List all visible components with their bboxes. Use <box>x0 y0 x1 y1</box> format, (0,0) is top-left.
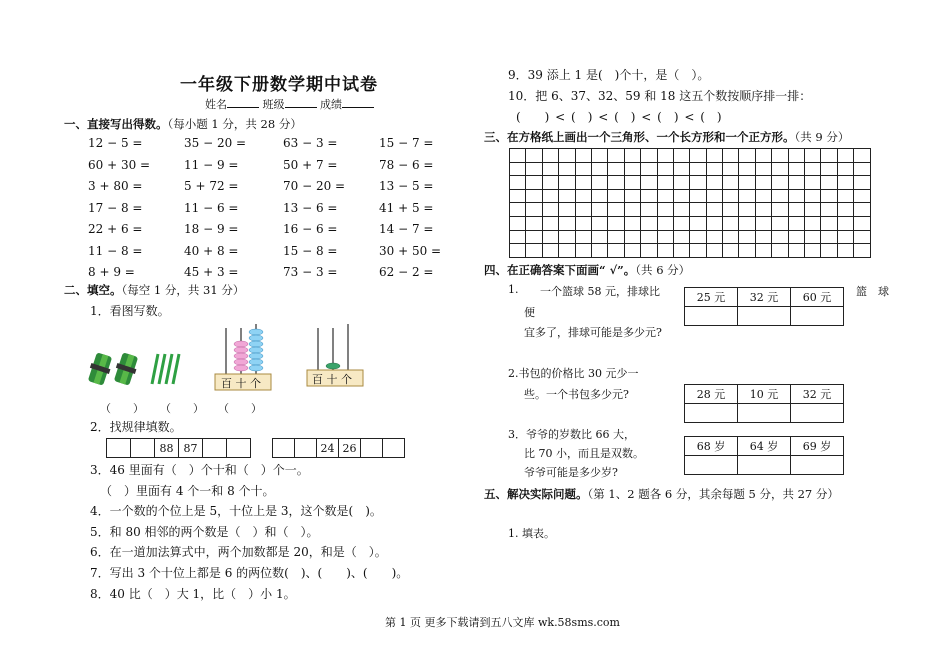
option-cell: 32 元 <box>738 288 791 307</box>
grid-cell[interactable] <box>657 230 673 244</box>
grid-cell[interactable] <box>575 244 591 258</box>
grid-cell[interactable] <box>690 203 706 217</box>
answer-check-cell[interactable] <box>685 307 738 326</box>
grid-cell[interactable] <box>739 216 755 230</box>
section-2-heading <box>64 282 244 298</box>
grid-cell[interactable] <box>624 230 640 244</box>
grid-cell[interactable] <box>608 176 624 190</box>
grid-cell[interactable] <box>755 244 771 258</box>
grid-cell[interactable] <box>837 244 853 258</box>
grid-cell[interactable] <box>788 149 804 163</box>
question-8: 8．40 比（ ）大 1，比（ ）小 1。 <box>90 587 296 601</box>
problem-1-text-3: 宜多了，排球可能是多少元? <box>524 326 662 339</box>
grid-cell[interactable] <box>591 203 607 217</box>
option-cell: 32 元 <box>791 385 844 404</box>
grid-cell[interactable] <box>608 203 624 217</box>
sequence-cell[interactable] <box>295 439 317 458</box>
grid-cell[interactable] <box>608 149 624 163</box>
grid-cell[interactable] <box>788 203 804 217</box>
class-blank[interactable] <box>285 107 317 108</box>
grid-cell[interactable] <box>772 216 788 230</box>
answer-blank[interactable]: （ ） <box>100 402 144 415</box>
grid-cell[interactable] <box>821 230 837 244</box>
calculation-item: 17 − 8 = <box>88 200 143 215</box>
grid-cell[interactable] <box>641 244 657 258</box>
grid-cell[interactable] <box>641 230 657 244</box>
grid-cell[interactable] <box>854 203 870 217</box>
calculation-item: 22 + 6 = <box>88 222 143 236</box>
question-5: 5．和 80 相邻的两个数是（ ）和（ ）。 <box>90 525 319 539</box>
grid-cell[interactable] <box>755 189 771 203</box>
grid-cell[interactable] <box>591 216 607 230</box>
grid-cell[interactable] <box>723 176 739 190</box>
grid-cell[interactable] <box>706 189 722 203</box>
single-sticks-icon <box>152 354 179 384</box>
grid-cell[interactable] <box>788 244 804 258</box>
grid-cell[interactable] <box>559 189 575 203</box>
grid-cell[interactable] <box>542 230 558 244</box>
grid-cell[interactable] <box>706 176 722 190</box>
problem-2-options <box>684 384 844 423</box>
grid-cell[interactable] <box>559 216 575 230</box>
grid-cell[interactable] <box>805 244 821 258</box>
grid-cell[interactable] <box>624 189 640 203</box>
calculation-item: 41 + 5 = <box>379 200 434 215</box>
grid-cell[interactable] <box>510 216 526 230</box>
grid-cell[interactable] <box>542 203 558 217</box>
grid-cell[interactable] <box>657 216 673 230</box>
grid-cell[interactable] <box>624 216 640 230</box>
grid-cell[interactable] <box>608 216 624 230</box>
grid-cell[interactable] <box>854 149 870 163</box>
calculation-item: 5 + 72 = <box>184 179 239 193</box>
grid-cell[interactable] <box>788 216 804 230</box>
section-3-title: 三、在方格纸上画出一个三角形、一个长方形和一个正方形。 <box>484 130 795 144</box>
calculation-item: 70 − 20 = <box>283 179 346 193</box>
grid-cell[interactable] <box>854 162 870 176</box>
grid-cell[interactable] <box>837 162 853 176</box>
grid-cell[interactable] <box>624 162 640 176</box>
option-cell: 69 岁 <box>791 437 844 456</box>
section-5-title: 五、解决实际问题。 <box>484 487 588 501</box>
calculation-item: 11 − 8 = <box>88 243 143 258</box>
grid-cell[interactable] <box>788 189 804 203</box>
grid-cell[interactable] <box>641 216 657 230</box>
calculation-item: 45 + 3 = <box>184 265 239 279</box>
grid-cell[interactable] <box>559 149 575 163</box>
grid-cell[interactable] <box>755 203 771 217</box>
grid-cell[interactable] <box>772 162 788 176</box>
grid-cell[interactable] <box>559 230 575 244</box>
option-cell: 10 元 <box>738 385 791 404</box>
section-5-heading <box>484 486 839 502</box>
section-2-note: （每空 1 分，共 31 分） <box>121 283 245 297</box>
calculation-item: 18 − 9 = <box>184 222 239 236</box>
section-3-note: （共 9 分） <box>794 130 850 144</box>
option-cell: 28 元 <box>685 385 738 404</box>
grid-cell[interactable] <box>526 216 542 230</box>
grid-cell[interactable] <box>821 189 837 203</box>
grid-cell[interactable] <box>821 176 837 190</box>
grid-cell[interactable] <box>526 162 542 176</box>
grid-cell[interactable] <box>690 149 706 163</box>
grid-cell[interactable] <box>706 230 722 244</box>
section-5-question-1: 1. 填表。 <box>508 527 555 540</box>
grid-cell[interactable] <box>591 244 607 258</box>
grid-cell[interactable] <box>591 176 607 190</box>
question-3a: 3．46 里面有（ ）个十和（ ）个一。 <box>90 463 309 477</box>
grid-cell[interactable] <box>788 230 804 244</box>
question-10-order: ( ) < ( ) < ( ) < ( ) < ( ) <box>516 110 722 124</box>
calculation-item: 13 − 6 = <box>283 200 338 215</box>
calculation-item: 13 − 5 = <box>379 179 434 193</box>
grid-cell[interactable] <box>624 176 640 190</box>
answer-check-cell[interactable] <box>685 456 738 475</box>
calculation-item: 3 + 80 = <box>88 179 143 193</box>
sequence-1-table <box>106 438 251 458</box>
bundle-icon <box>114 352 138 385</box>
grid-cell[interactable] <box>739 149 755 163</box>
sequence-cell: 24 <box>317 439 339 458</box>
option-cell: 60 元 <box>791 288 844 307</box>
grid-cell[interactable] <box>591 162 607 176</box>
grid-cell[interactable] <box>690 230 706 244</box>
sticks-bundles-picture <box>88 350 188 388</box>
grid-cell[interactable] <box>755 176 771 190</box>
problem-1-text-end: 篮 球 <box>856 285 889 298</box>
calculation-item: 62 − 2 = <box>379 265 434 279</box>
grid-cell[interactable] <box>641 176 657 190</box>
grid-cell[interactable] <box>657 162 673 176</box>
grid-cell[interactable] <box>854 244 870 258</box>
calculation-item: 35 − 20 = <box>184 136 247 150</box>
grid-cell[interactable] <box>821 162 837 176</box>
problem-3-text-2: 比 70 小，而且是双数。 <box>524 447 644 460</box>
grid-cell[interactable] <box>559 176 575 190</box>
answer-blank[interactable]: （ ） <box>160 402 204 415</box>
grid-cell[interactable] <box>657 244 673 258</box>
sequence-cell[interactable] <box>361 439 383 458</box>
option-cell: 25 元 <box>685 288 738 307</box>
grid-cell[interactable] <box>805 176 821 190</box>
grid-cell[interactable] <box>739 203 755 217</box>
grid-cell[interactable] <box>723 244 739 258</box>
bundle-icon <box>88 352 112 385</box>
grid-cell[interactable] <box>510 244 526 258</box>
calculation-item: 14 − 7 = <box>379 222 434 236</box>
calculation-item: 15 − 7 = <box>379 136 434 150</box>
answer-check-cell[interactable] <box>791 456 844 475</box>
grid-cell[interactable] <box>591 189 607 203</box>
section-1-title: 一、直接写出得数。 <box>64 117 168 131</box>
sequence-2-table <box>272 438 405 458</box>
grid-cell[interactable] <box>624 244 640 258</box>
grid-cell[interactable] <box>641 203 657 217</box>
question-4: 4．一个数的个位上是 5，十位上是 3，这个数是( )。 <box>90 504 382 518</box>
calculation-item: 40 + 8 = <box>184 243 239 258</box>
grid-cell[interactable] <box>821 216 837 230</box>
calculation-item: 16 − 6 = <box>283 222 338 236</box>
grid-cell[interactable] <box>739 244 755 258</box>
problem-2-text-2: 些。一个书包多少元? <box>524 388 629 401</box>
grid-cell[interactable] <box>510 203 526 217</box>
calculation-item: 78 − 6 = <box>379 157 434 172</box>
grid-cell[interactable] <box>837 176 853 190</box>
grid-cell[interactable] <box>673 230 689 244</box>
grid-cell[interactable] <box>510 176 526 190</box>
grid-cell[interactable] <box>673 216 689 230</box>
problem-1-text: 一个篮球 58 元，排球比 <box>540 285 660 298</box>
question-9: 9．39 添上 1 是( )个十，是（ ）。 <box>508 68 710 82</box>
grid-cell[interactable] <box>723 162 739 176</box>
calculation-item: 60 + 30 = <box>88 157 151 172</box>
abacus-2-label: 百 十 个 <box>312 373 352 386</box>
question-6: 6．在一道加法算式中，两个加数都是 20，和是（ ）。 <box>90 545 387 559</box>
answer-check-cell[interactable] <box>791 404 844 423</box>
grid-cell[interactable] <box>837 230 853 244</box>
grid-cell[interactable] <box>772 189 788 203</box>
grid-cell[interactable] <box>690 189 706 203</box>
grid-cell[interactable] <box>723 230 739 244</box>
grid-cell[interactable] <box>837 203 853 217</box>
problem-3-options <box>684 436 844 475</box>
grid-cell[interactable] <box>591 149 607 163</box>
grid-cell[interactable] <box>706 162 722 176</box>
answer-check-cell[interactable] <box>738 456 791 475</box>
grid-cell[interactable] <box>755 230 771 244</box>
grid-cell[interactable] <box>657 203 673 217</box>
grid-cell[interactable] <box>805 149 821 163</box>
name-blank[interactable] <box>227 107 259 108</box>
drawing-grid[interactable] <box>509 148 871 258</box>
grid-cell[interactable] <box>526 189 542 203</box>
grid-cell[interactable] <box>673 244 689 258</box>
sequence-cell: 87 <box>179 439 203 458</box>
grid-cell[interactable] <box>608 244 624 258</box>
calculation-item: 50 + 7 = <box>283 157 338 172</box>
grid-cell[interactable] <box>788 176 804 190</box>
grid-cell[interactable] <box>821 203 837 217</box>
grid-cell[interactable] <box>575 203 591 217</box>
abacus-1-label: 百 十 个 <box>221 377 261 390</box>
grid-cell[interactable] <box>706 149 722 163</box>
calculation-item: 63 − 3 = <box>283 136 338 150</box>
question-10: 10．把 6、37、32、59 和 18 这五个数按顺序排一排： <box>508 89 812 103</box>
grid-cell[interactable] <box>690 162 706 176</box>
grid-cell[interactable] <box>854 230 870 244</box>
answer-check-cell[interactable] <box>738 307 791 326</box>
grid-cell[interactable] <box>706 244 722 258</box>
grid-cell[interactable] <box>526 149 542 163</box>
calculation-item: 30 + 50 = <box>379 243 442 258</box>
section-4-note: （共 6 分） <box>635 263 691 277</box>
grid-cell[interactable] <box>526 230 542 244</box>
calculation-item: 11 − 6 = <box>184 200 239 215</box>
answer-blank[interactable]: （ ） <box>218 402 262 415</box>
page-title: 一年级下册数学期中试卷 <box>180 75 378 95</box>
sequence-cell: 26 <box>339 439 361 458</box>
grid-cell[interactable] <box>542 176 558 190</box>
grid-cell[interactable] <box>641 162 657 176</box>
grid-cell[interactable] <box>526 203 542 217</box>
sequence-cell[interactable] <box>227 439 251 458</box>
question-1: 1．看图写数。 <box>90 304 170 318</box>
grid-cell[interactable] <box>690 244 706 258</box>
sequence-cell[interactable] <box>383 439 405 458</box>
grid-cell[interactable] <box>673 189 689 203</box>
grid-cell[interactable] <box>575 149 591 163</box>
grid-cell[interactable] <box>772 203 788 217</box>
grid-cell[interactable] <box>657 176 673 190</box>
calculation-item: 8 + 9 = <box>88 265 135 279</box>
grid-cell[interactable] <box>608 189 624 203</box>
sequence-cell[interactable] <box>107 439 131 458</box>
grid-cell[interactable] <box>805 216 821 230</box>
grid-cell[interactable] <box>788 162 804 176</box>
grid-cell[interactable] <box>559 244 575 258</box>
grid-cell[interactable] <box>772 230 788 244</box>
answer-check-cell[interactable] <box>791 307 844 326</box>
grid-cell[interactable] <box>559 203 575 217</box>
grid-cell[interactable] <box>542 149 558 163</box>
grid-cell[interactable] <box>805 230 821 244</box>
grid-cell[interactable] <box>755 162 771 176</box>
name-label: 姓名 <box>205 98 227 111</box>
grid-cell[interactable] <box>608 162 624 176</box>
problem-2-text: 2.书包的价格比 30 元少一 <box>508 367 639 380</box>
question-7: 7．写出 3 个十位上都是 6 的两位数( )、( )、( )。 <box>90 566 409 580</box>
section-2-title: 二、填空。 <box>64 283 122 297</box>
grid-cell[interactable] <box>510 230 526 244</box>
grid-cell[interactable] <box>805 162 821 176</box>
sequence-cell: 88 <box>155 439 179 458</box>
grid-cell[interactable] <box>542 216 558 230</box>
grid-cell[interactable] <box>510 162 526 176</box>
section-3-heading <box>484 129 849 145</box>
grid-cell[interactable] <box>854 176 870 190</box>
problem-3-text-3: 爷爷可能是多少岁? <box>524 466 618 479</box>
grid-cell[interactable] <box>706 216 722 230</box>
grid-cell[interactable] <box>739 189 755 203</box>
grid-cell[interactable] <box>510 149 526 163</box>
option-cell: 68 岁 <box>685 437 738 456</box>
score-label: 成绩 <box>320 98 342 111</box>
class-label: 班级 <box>262 98 285 111</box>
grid-cell[interactable] <box>673 203 689 217</box>
grid-cell[interactable] <box>723 189 739 203</box>
section-1-note: （每小题 1 分，共 28 分） <box>167 117 302 131</box>
calculation-item: 12 − 5 = <box>88 136 143 150</box>
sequence-cell[interactable] <box>131 439 155 458</box>
grid-cell[interactable] <box>690 216 706 230</box>
grid-cell[interactable] <box>739 162 755 176</box>
sequence-cell[interactable] <box>203 439 227 458</box>
grid-cell[interactable] <box>755 216 771 230</box>
grid-cell[interactable] <box>657 189 673 203</box>
calculation-item: 73 − 3 = <box>283 265 338 279</box>
grid-cell[interactable] <box>673 162 689 176</box>
question-2: 2．找规律填数。 <box>90 420 182 434</box>
question-3b: （ ）里面有 4 个一和 8 个十。 <box>100 484 275 498</box>
grid-cell[interactable] <box>854 189 870 203</box>
grid-cell[interactable] <box>624 149 640 163</box>
grid-cell[interactable] <box>690 176 706 190</box>
problem-1-options <box>684 287 844 326</box>
grid-cell[interactable] <box>739 230 755 244</box>
calculation-item: 11 − 9 = <box>184 157 239 172</box>
grid-cell[interactable] <box>641 149 657 163</box>
option-cell: 64 岁 <box>738 437 791 456</box>
grid-cell[interactable] <box>739 176 755 190</box>
answer-check-cell[interactable] <box>685 404 738 423</box>
grid-cell[interactable] <box>837 216 853 230</box>
grid-cell[interactable] <box>772 244 788 258</box>
grid-cell[interactable] <box>575 176 591 190</box>
grid-cell[interactable] <box>706 203 722 217</box>
grid-cell[interactable] <box>821 149 837 163</box>
grid-cell[interactable] <box>772 176 788 190</box>
grid-cell[interactable] <box>854 216 870 230</box>
score-blank[interactable] <box>342 107 374 108</box>
grid-cell[interactable] <box>755 149 771 163</box>
grid-cell[interactable] <box>673 149 689 163</box>
grid-cell[interactable] <box>575 230 591 244</box>
grid-cell[interactable] <box>837 189 853 203</box>
section-4-title: 四、在正确答案下面画“ √”。 <box>484 263 636 277</box>
grid-cell[interactable] <box>608 230 624 244</box>
grid-cell[interactable] <box>624 203 640 217</box>
grid-cell[interactable] <box>805 189 821 203</box>
answer-check-cell[interactable] <box>738 404 791 423</box>
grid-cell[interactable] <box>837 149 853 163</box>
problem-3-text: 3．爷爷的岁数比 66 大， <box>508 428 635 441</box>
section-5-note: （第 1、2 题各 6 分，其余每题 5 分，共 27 分） <box>587 487 839 501</box>
grid-cell[interactable] <box>542 162 558 176</box>
grid-cell[interactable] <box>821 244 837 258</box>
grid-cell[interactable] <box>723 149 739 163</box>
grid-cell[interactable] <box>526 176 542 190</box>
page-footer: 第 1 页 更多下载请到五八文库 wk.58sms.com <box>385 616 620 629</box>
grid-cell[interactable] <box>673 176 689 190</box>
grid-cell[interactable] <box>510 189 526 203</box>
grid-cell[interactable] <box>723 203 739 217</box>
grid-cell[interactable] <box>575 162 591 176</box>
grid-cell[interactable] <box>805 203 821 217</box>
calculation-item: 15 − 8 = <box>283 243 338 258</box>
problem-1-text-2: 便 <box>524 306 535 319</box>
section-1-heading <box>64 116 302 132</box>
grid-cell[interactable] <box>591 230 607 244</box>
section-4-heading <box>484 262 690 278</box>
grid-cell[interactable] <box>657 149 673 163</box>
grid-cell[interactable] <box>542 189 558 203</box>
grid-cell[interactable] <box>575 216 591 230</box>
problem-1-number: 1. <box>508 283 519 296</box>
grid-cell[interactable] <box>526 244 542 258</box>
grid-cell[interactable] <box>641 189 657 203</box>
sequence-cell[interactable] <box>273 439 295 458</box>
grid-cell[interactable] <box>723 216 739 230</box>
grid-cell[interactable] <box>575 189 591 203</box>
grid-cell[interactable] <box>772 149 788 163</box>
student-info-line <box>205 96 374 112</box>
grid-cell[interactable] <box>542 244 558 258</box>
grid-cell[interactable] <box>559 162 575 176</box>
